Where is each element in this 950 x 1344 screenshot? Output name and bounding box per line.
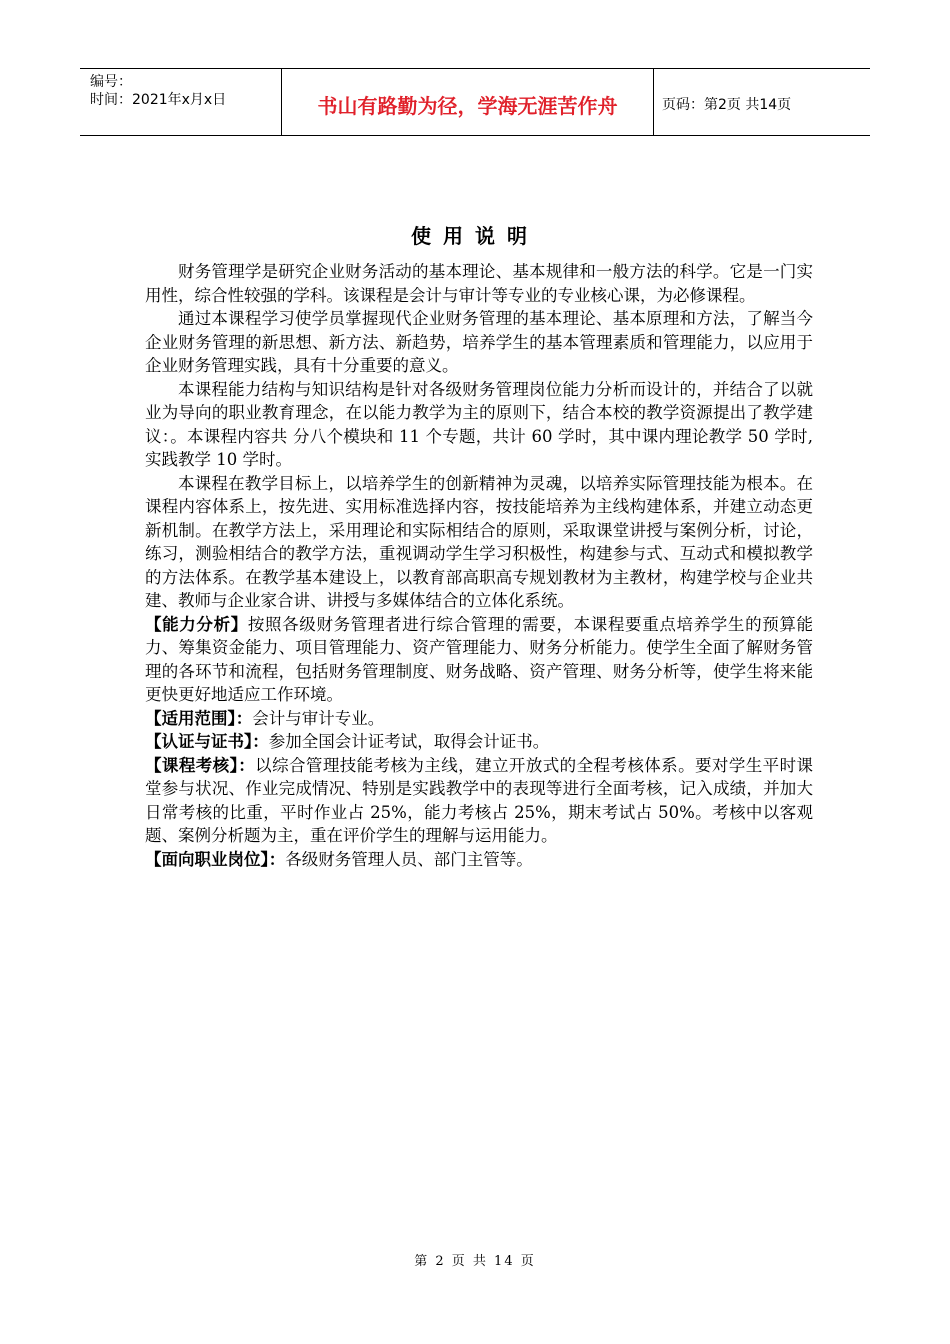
section-label: 【能力分析】 [145, 614, 248, 634]
body-paragraph-2: 通过本课程学习使学员掌握现代企业财务管理的基本理论、基本原理和方法，了解当今企业财务管理的新思想、新方法、新趋势，培养学生的基本管理素质和管理能力，以应用于企业财务管理实践，具有十分重要的意义。 [145, 309, 813, 375]
section-label: 【适用范围】： [145, 708, 253, 728]
page-footer: 第 2 页 共 14 页 [414, 1254, 536, 1269]
header-number-label: 编号： [90, 74, 132, 90]
section-text: 按照各级财务管理者进行综合管理的需要，本课程要重点培养学生的预算能力、筹集资金能力、项目管理能力、资产管理能力、财务分析能力。使学生全面了解财务管理的各环节和流程，包括财务管理制度、财务战略、资产管理、财务分析等，使学生将来能更快更好地适应工作环境。 [145, 614, 814, 704]
body-paragraph-3: 本课程能力结构与知识结构是针对各级财务管理岗位能力分析而设计的，并结合了以就业为导向的职业教育理念，在以能力教学为主的原则下，结合本校的教学资源提出了教学建议：。本课程内容共 分八个模块和 11 个专题，共计 60 学时，其中课内理论教学 50 学时, 实践教学 10 学时。 [145, 379, 813, 469]
section-scope [145, 707, 813, 731]
section-text: 会计与审计专业。 [252, 708, 385, 728]
section-text: 以综合管理技能考核为主线，建立开放式的全程考核体系。要对学生平时课堂参与状况、作业完成情况、特别是实践教学中的表现等进行全面考核，记入成绩，并加大日常考核的比重，平时作业占 25%，能力考核占 25%，期末考试占 50%。考核中以客观题、案例分析题为主，重在评价学生的理解与运用能力。 [145, 755, 814, 845]
section-assessment [145, 754, 813, 848]
section-label: 【面向职业岗位】： [145, 849, 286, 869]
section-text: 参加全国会计证考试，取得会计证书。 [268, 732, 550, 751]
section-label: 【课程考核】： [145, 755, 256, 775]
document-title: 使用说明 [411, 224, 539, 248]
section-ability-analysis [145, 613, 813, 707]
body-paragraph-4: 本课程在教学目标上，以培养学生的创新精神为灵魂，以培养实际管理技能为根本。在课程内容体系上，按先进、实用标准选择内容，按技能培养为主线构建体系，并建立动态更新机制。在教学方法上，采用理论和实际相结合的原则，采取课堂讲授与案例分析，讨论，练习，测验相结合的教学方法，重视调动学生学习积极性，构建参与式、互动式和模拟教学的方法体系。在教学基本建设上，以教育部高职高专规划教材为主教材，构建学校与企业共建、教师与企业家合讲、讲授与多媒体结合的立体化系统。 [145, 473, 813, 610]
section-label: 【认证与证书】： [145, 732, 269, 751]
body-paragraph-1: 财务管理学是研究企业财务活动的基本理论、基本规律和一般方法的科学。它是一门实用性，综合性较强的学科。该课程是会计与审计等专业的专业核心课，为必修课程。 [145, 262, 813, 305]
header-meta [80, 69, 282, 135]
header-motto: 书山有路勤为径，学海无涯苦作舟 [282, 69, 654, 135]
header-page-info: 页码：第2页 共14页 [662, 97, 792, 113]
section-certification [145, 730, 813, 754]
page-header [80, 68, 870, 136]
section-text: 各级财务管理人员、部门主管等。 [285, 849, 533, 869]
header-time-label: 时间：2021年x月x日 [90, 92, 227, 108]
document-body [145, 260, 813, 871]
section-career-positions [145, 848, 813, 872]
